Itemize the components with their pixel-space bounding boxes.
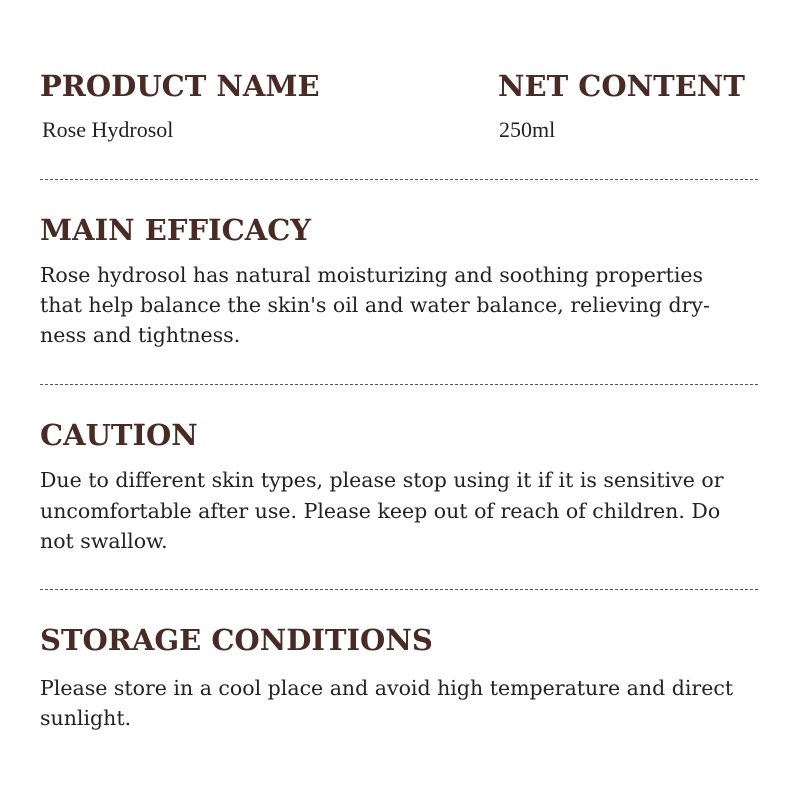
section-divider xyxy=(40,589,758,590)
product-name-value: Rose Hydrosol xyxy=(42,117,174,142)
main-efficacy-line: Rose hydrosol has natural moisturizing and soothing properties xyxy=(40,263,704,287)
product-info-sheet xyxy=(40,0,758,800)
section-divider xyxy=(40,179,758,180)
net-content-heading: NET CONTENT xyxy=(498,69,745,103)
storage-heading: STORAGE CONDITIONS xyxy=(40,623,433,657)
main-efficacy-line: that help balance the skin's oil and water balance, relieving dry- xyxy=(40,293,710,317)
main-efficacy-line: ness and tightness. xyxy=(40,323,241,347)
product-name-heading: PRODUCT NAME xyxy=(40,69,320,103)
main-efficacy-heading: MAIN EFFICACY xyxy=(40,213,311,247)
storage-line: sunlight. xyxy=(40,706,132,730)
caution-line: uncomfortable after use. Please keep out of reach of children. Do xyxy=(40,499,721,523)
storage-line: Please store in a cool place and avoid high temperature and direct xyxy=(40,676,734,700)
caution-line: Due to different skin types, please stop using it if it is sensitive or xyxy=(40,468,724,492)
caution-line: not swallow. xyxy=(40,529,168,553)
section-divider xyxy=(40,384,758,385)
net-content-value: 250ml xyxy=(499,117,556,142)
caution-heading: CAUTION xyxy=(40,418,198,452)
